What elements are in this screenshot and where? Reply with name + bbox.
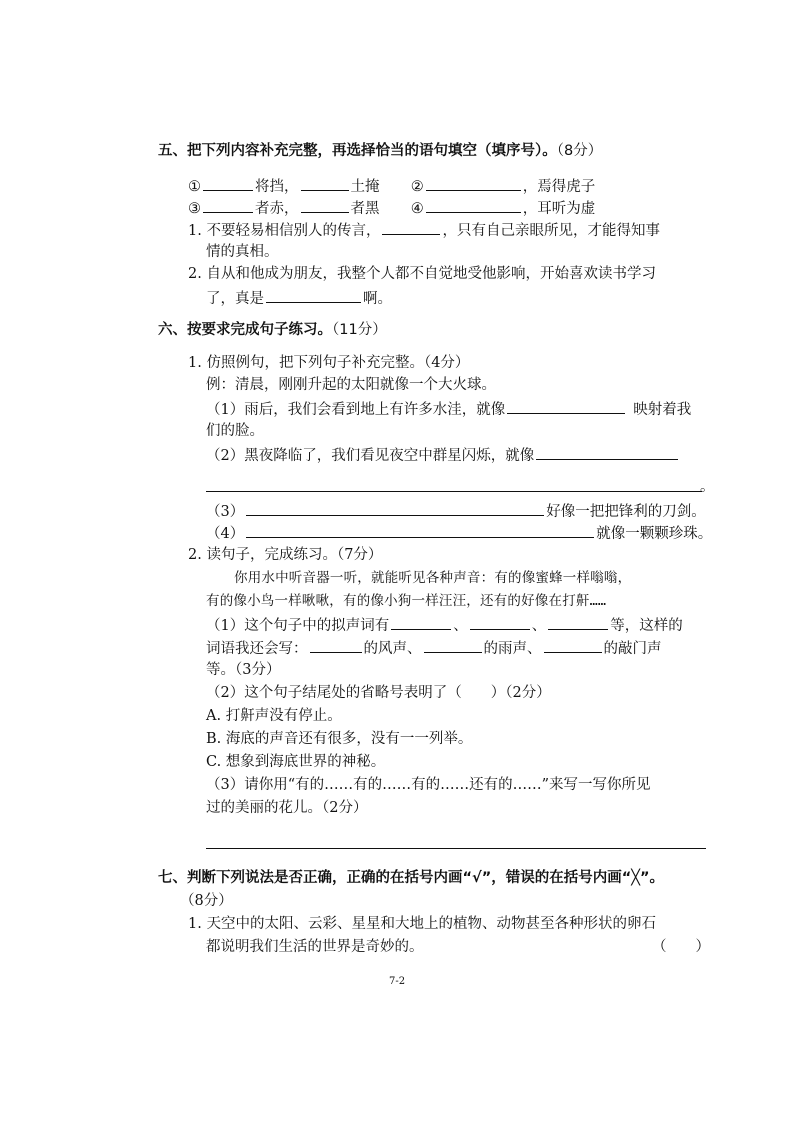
- option-b[interactable]: B. 海底的声音还有很多，没有一一列举。: [206, 731, 473, 747]
- s6-q1-s1: [206, 398, 691, 420]
- s2-end: 。: [700, 479, 715, 495]
- s6-q1-title: 1. 仿照例句，把下列句子补充完整。（4分）: [188, 355, 470, 371]
- section5-row1: [188, 175, 595, 197]
- idiom-word-3: ，焉得虎子: [522, 179, 596, 195]
- section5-score: （8分）: [556, 143, 603, 159]
- section5-row2: [188, 197, 595, 219]
- section5-title: 五、把下列内容补充完整，再选择恰当的语句填空（填序号）。: [158, 143, 557, 159]
- p1-blank-4[interactable]: [310, 637, 362, 653]
- section5-q1-line2: 情的真相。: [206, 244, 279, 260]
- s6-q2-passage-2: 有的像小鸟一样啾啾，有的像小狗一样汪汪，还有的好像在打鼾……: [206, 593, 607, 609]
- section6-heading: [158, 320, 387, 340]
- s7-q1-line1: 1. 天空中的太阳、云彩、星星和大地上的植物、动物甚至各种形状的卵石: [188, 916, 656, 932]
- s6-q1-s3: [206, 500, 706, 522]
- idiom-num-4: ④: [410, 201, 424, 217]
- p1-blank-2[interactable]: [470, 614, 530, 630]
- idiom-word-5: 者黑: [350, 201, 380, 217]
- blank-1b[interactable]: [301, 175, 349, 191]
- s4-text-b: 就像一颗颗珍珠。: [596, 526, 713, 542]
- idiom-num-1: ①: [188, 179, 201, 195]
- p1-blank-5[interactable]: [424, 637, 482, 653]
- q2-text-c: 啊。: [363, 291, 392, 307]
- p3-answer-line[interactable]: [206, 848, 706, 849]
- idiom-word-4: 者赤，: [255, 201, 299, 217]
- blank-3a[interactable]: [203, 197, 253, 213]
- idiom-num-3: ③: [188, 201, 201, 217]
- p1-blank-6[interactable]: [544, 637, 602, 653]
- idiom-num-2: ②: [410, 179, 424, 195]
- idiom-word-1: 将挡，: [255, 179, 299, 195]
- blank-3b[interactable]: [301, 197, 349, 213]
- section5-q2-line2: [206, 287, 392, 309]
- p1-text-f: 的敲门声: [603, 641, 662, 657]
- q2-label: 2.: [188, 266, 202, 282]
- s3-text-a: （3）: [206, 504, 245, 520]
- q1-text-a: 不要轻易相信别人的传言，: [206, 223, 381, 239]
- s6-q2-title: 2. 读句子，完成练习。（7分）: [188, 547, 383, 563]
- p1-text-b: 等，这样的: [610, 618, 683, 634]
- s6-q2-p2: （2）这个句子结尾处的省略号表明了（ ）（2分）: [206, 685, 551, 701]
- s6-q1-s2: [206, 444, 680, 466]
- q2-text-a: 自从和他成为朋友，我整个人都不自觉地受他影响，开始喜欢读书学习: [206, 266, 656, 282]
- s6-q2-p1-line3: 等。（3分）: [206, 662, 281, 678]
- s6-q1-example: 例：清晨，刚刚升起的太阳就像一个大火球。: [206, 377, 496, 393]
- s6-q2-p1-line2: [206, 637, 662, 659]
- s4-blank[interactable]: [246, 522, 594, 538]
- p1-text-d: 的风声、: [363, 641, 422, 657]
- p1-blank-1[interactable]: [391, 614, 451, 630]
- p1-blank-3[interactable]: [548, 614, 608, 630]
- s7-q1-answer-paren[interactable]: （ ）: [652, 939, 710, 955]
- s3-text-b: 好像一把把锋利的刀剑。: [546, 504, 706, 520]
- section5-q1-line1: [188, 219, 660, 241]
- s1-blank[interactable]: [507, 398, 625, 414]
- s2-blank[interactable]: [536, 444, 678, 460]
- s7-q1-line2: 都说明我们生活的世界是奇妙的。: [206, 939, 424, 955]
- option-c[interactable]: C. 想象到海底世界的神秘。: [206, 754, 386, 770]
- q1-label: 1.: [188, 223, 202, 239]
- s6-q1-s1-cont: 们的脸。: [206, 423, 264, 439]
- p1-text-a: （1）这个句子中的拟声词有: [206, 618, 390, 634]
- section6-title: 六、按要求完成句子练习。: [158, 322, 332, 338]
- p1-sep-2: 、: [531, 618, 547, 634]
- s6-q2-p3-line2: 过的美丽的花儿。（2分）: [206, 800, 368, 816]
- p1-text-e: 的雨声、: [483, 641, 542, 657]
- s6-q2-p1-line1: [206, 614, 683, 636]
- p1-sep-1: 、: [453, 618, 468, 634]
- s4-text-a: （4）: [206, 526, 245, 542]
- s2-text-a: （2）黑夜降临了，我们看见夜空中群星闪烁，就像: [206, 448, 535, 464]
- s1-text-a: （1）雨后，我们会看到地上有许多水洼，就像: [206, 402, 506, 418]
- section7-heading: 七、判断下列说法是否正确，正确的在括号内画“√”，错误的在括号内画“╳”。: [158, 870, 665, 886]
- q1-blank[interactable]: [382, 219, 440, 235]
- section5-heading: [158, 141, 602, 161]
- blank-4[interactable]: [426, 197, 521, 213]
- s6-q1-s4: [206, 522, 712, 544]
- p1-text-c: 词语我还会写：: [206, 641, 308, 657]
- idiom-word-2: 土掩: [350, 179, 380, 195]
- s6-q2-passage-1: 你用水中听音器一听，就能听见各种声音：有的像蜜蜂一样嗡嗡，: [234, 570, 632, 586]
- idiom-word-6: ，耳听为虚: [522, 201, 596, 217]
- q2-text-b: 了，真是: [206, 291, 264, 307]
- blank-1a[interactable]: [203, 175, 253, 191]
- blank-2[interactable]: [426, 175, 521, 191]
- s3-blank[interactable]: [246, 500, 544, 516]
- section6-score: （11分）: [332, 322, 387, 338]
- page-number: 7-2: [389, 976, 406, 987]
- option-a[interactable]: A. 打鼾声没有停止。: [206, 708, 342, 724]
- q2-blank[interactable]: [266, 287, 361, 303]
- section7-score: （8分）: [180, 893, 233, 909]
- s1-text-b: 映射着我: [633, 402, 692, 418]
- s6-q2-p3-line1: （3）请你用“有的……有的……有的……还有的……”来写一写你所见: [206, 777, 651, 793]
- s2-answer-line[interactable]: [206, 491, 702, 492]
- section5-q2-line1: [188, 264, 656, 284]
- q1-text-b: ，只有自己亲眼所见，才能得知事: [442, 223, 660, 239]
